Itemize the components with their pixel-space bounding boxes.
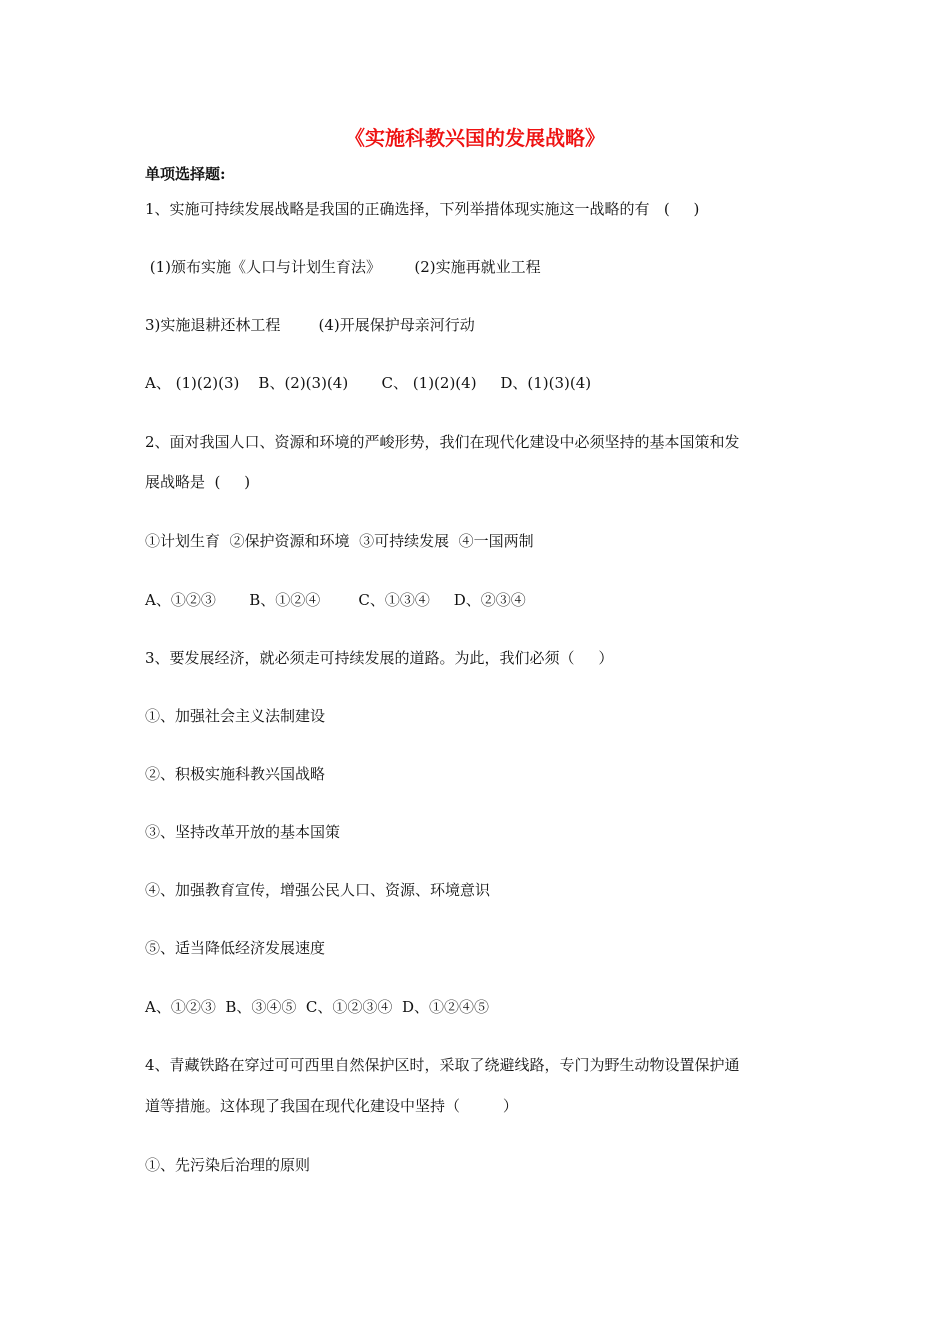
- question-1-items-b: 3)实施退耕还林工程 (4)开展保护母亲河行动: [145, 316, 475, 334]
- question-3-stem: 3、要发展经济，就必须走可持续发展的道路。为此，我们必须（ ）: [145, 649, 614, 667]
- question-2-options: A、①②③ B、①②④ C、①③④ D、②③④: [145, 591, 526, 609]
- question-1-options: A、 (1)(2)(3) B、(2)(3)(4) C、 (1)(2)(4) D、(1)(3)(4): [145, 374, 592, 392]
- question-3-item-3: ③、坚持改革开放的基本国策: [145, 823, 341, 841]
- question-3-item-2: ②、积极实施科教兴国战略: [145, 765, 326, 783]
- document-title: 《实施科教兴国的发展战略》: [345, 126, 605, 150]
- question-3-item-4: ④、加强教育宣传，增强公民人口、资源、环境意识: [145, 881, 491, 899]
- question-4-stem-line-1: 4、青藏铁路在穿过可可西里自然保护区时，采取了绕避线路，专门为野生动物设置保护通: [145, 1056, 740, 1074]
- question-3-options: A、①②③ B、③④⑤ C、①②③④ D、①②④⑤: [145, 998, 489, 1016]
- question-4-item-1: ①、先污染后治理的原则: [145, 1156, 311, 1174]
- question-2-items: ①计划生育 ②保护资源和环境 ③可持续发展 ④一国两制: [145, 532, 534, 550]
- question-2-stem-line-1: 2、面对我国人口、资源和环境的严峻形势，我们在现代化建设中必须坚持的基本国策和发: [145, 433, 740, 451]
- question-1-items-a: (1)颁布实施《人口与计划生育法》 (2)实施再就业工程: [145, 258, 541, 276]
- question-3-item-5: ⑤、适当降低经济发展速度: [145, 939, 326, 957]
- question-3-item-1: ①、加强社会主义法制建设: [145, 707, 326, 725]
- question-2-stem-line-2: 展战略是 ( ): [145, 473, 251, 491]
- question-4-stem-line-2: 道等措施。这体现了我国在现代化建设中坚持（ ）: [145, 1097, 518, 1115]
- section-label: 单项选择题:: [145, 165, 226, 183]
- question-1-stem: 1、实施可持续发展战略是我国的正确选择，下列举措体现实施这一战略的有 ( ): [145, 200, 700, 218]
